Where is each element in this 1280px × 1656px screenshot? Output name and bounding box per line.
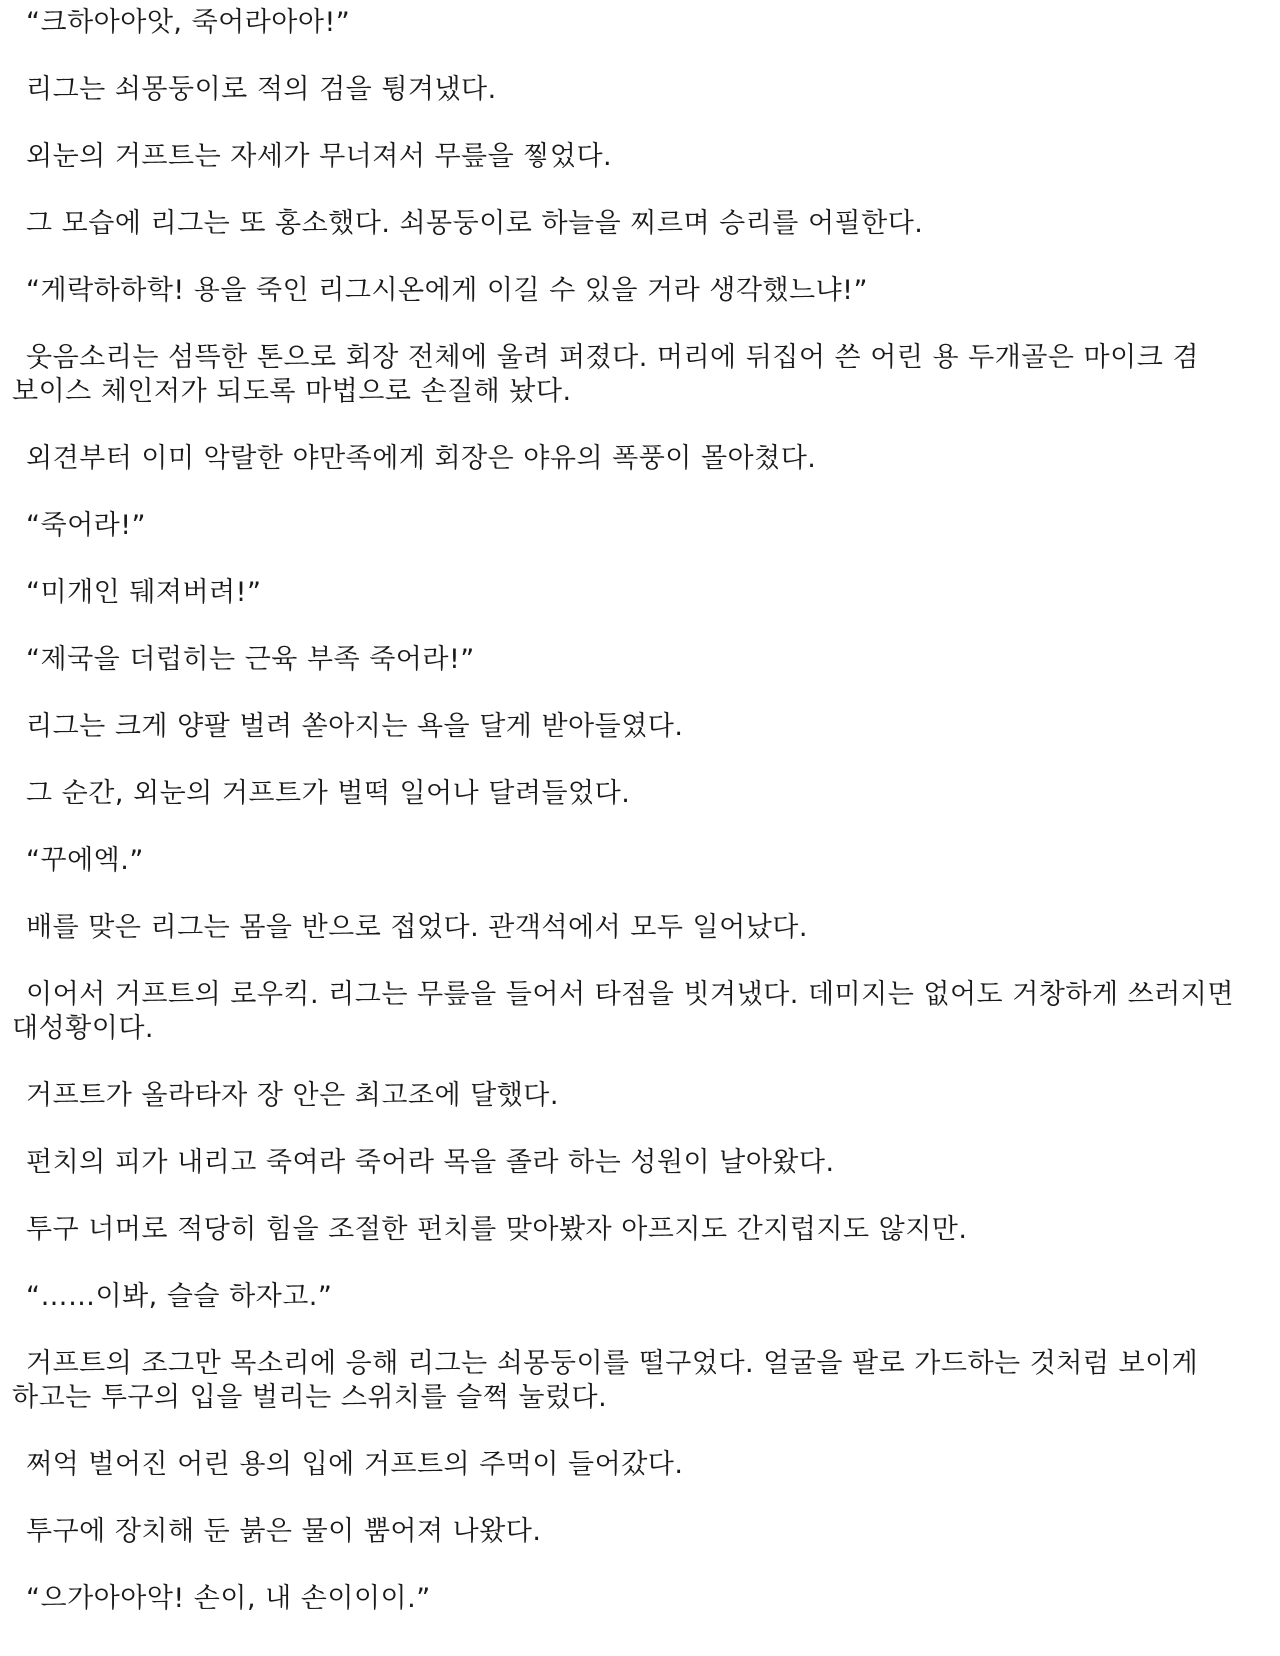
paragraph-15: 이어서 거프트의 로우킥. 리그는 무릎을 들어서 타점을 빗겨냈다. 데미지는 없어도 거창하게 쓰러지면 대성황이다. xyxy=(12,979,1234,1044)
paragraph-17: 펀치의 피가 내리고 죽여라 죽어라 목을 졸라 하는 성원이 날아왔다. xyxy=(26,1147,835,1178)
paragraph-20: 거프트의 조그만 목소리에 응해 리그는 쇠몽둥이를 떨구었다. 얼굴을 팔로 가드하는 것처럼 보이게 하고는 투구의 입을 벌리는 스위치를 슬쩍 눌렀다. xyxy=(12,1348,1199,1413)
paragraph-2: 리그는 쇠몽둥이로 적의 검을 튕겨냈다. xyxy=(26,74,497,105)
paragraph-4: 그 모습에 리그는 또 홍소했다. 쇠몽둥이로 하늘을 찌르며 승리를 어필한다. xyxy=(26,208,924,239)
paragraph-1: “크하아아앗, 죽어라아아!” xyxy=(26,7,351,38)
paragraph-22: 투구에 장치해 둔 붉은 물이 뿜어져 나왔다. xyxy=(26,1516,542,1547)
paragraph-23: “으가아아악! 손이, 내 손이이이.” xyxy=(26,1583,431,1614)
paragraph-3: 외눈의 거프트는 자세가 무너져서 무릎을 찧었다. xyxy=(26,141,613,172)
paragraph-14: 배를 맞은 리그는 몸을 반으로 접었다. 관객석에서 모두 일어났다. xyxy=(26,912,808,943)
paragraph-5: “게락하하학! 용을 죽인 리그시온에게 이길 수 있을 거라 생각했느냐!” xyxy=(26,275,868,306)
paragraph-11: 리그는 크게 양팔 벌려 쏟아지는 욕을 달게 받아들였다. xyxy=(26,711,684,742)
paragraph-18: 투구 너머로 적당히 힘을 조절한 펀치를 맞아봤자 아프지도 간지럽지도 않지만. xyxy=(26,1214,968,1245)
paragraph-6: 웃음소리는 섬뜩한 톤으로 회장 전체에 울려 퍼졌다. 머리에 뒤집어 쓴 어린 용 두개골은 마이크 겸 보이스 체인저가 되도록 마법으로 손질해 놨다. xyxy=(12,342,1199,407)
paragraph-7: 외견부터 이미 악랄한 야만족에게 회장은 야유의 폭풍이 몰아쳤다. xyxy=(26,443,817,474)
paragraph-13: “꾸에엑.” xyxy=(26,845,144,876)
paragraph-19: “……이봐, 슬슬 하자고.” xyxy=(26,1281,333,1312)
paragraph-16: 거프트가 올라타자 장 안은 최고조에 달했다. xyxy=(26,1080,559,1111)
paragraph-12: 그 순간, 외눈의 거프트가 벌떡 일어나 달려들었다. xyxy=(26,778,631,809)
paragraph-8: “죽어라!” xyxy=(26,510,147,541)
paragraph-9: “미개인 뒈져버려!” xyxy=(26,577,262,608)
paragraph-21: 쩌억 벌어진 어린 용의 입에 거프트의 주먹이 들어갔다. xyxy=(26,1449,684,1480)
paragraph-10: “제국을 더럽히는 근육 부족 죽어라!” xyxy=(26,644,475,675)
